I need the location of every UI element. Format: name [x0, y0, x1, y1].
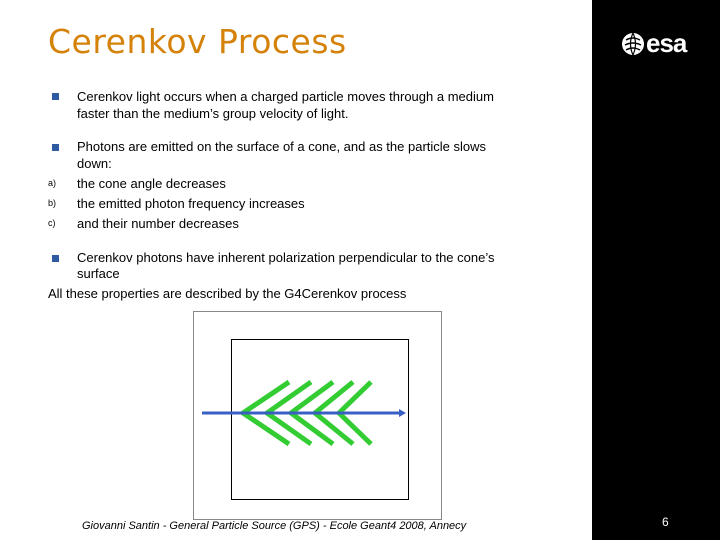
- page-number: 6: [662, 515, 669, 529]
- sub-item-text: the cone angle decreases: [77, 176, 226, 191]
- closing-text: All these properties are described by the G4Cerenkov process: [48, 286, 407, 301]
- bullet-marker: [52, 255, 59, 262]
- bullet-3-line-1: Cerenkov photons have inherent polarization perpendicular to the cone’s: [77, 250, 495, 265]
- cerenkov-diagram: [193, 311, 443, 521]
- slide-footer: Giovanni Santin - General Particle Source (GPS) - Ecole Geant4 2008, Annecy: [82, 520, 467, 532]
- sub-item-marker: c): [48, 218, 56, 228]
- right-sidebar: [592, 0, 720, 540]
- bullet-2-line-1: Photons are emitted on the surface of a cone, and as the particle slows: [77, 139, 487, 154]
- sub-item-marker: b): [48, 198, 57, 208]
- bullet-1-line-1: Cerenkov light occurs when a charged particle moves through a medium: [77, 89, 494, 104]
- bullet-3-line-2: surface: [77, 266, 120, 281]
- bullet-marker: [52, 144, 59, 151]
- sub-item-text: and their number decreases: [77, 216, 239, 231]
- esa-logo-text: esa: [646, 28, 687, 58]
- bullet-1-line-2: faster than the medium’s group velocity of light.: [77, 106, 349, 121]
- sub-item-marker: a): [48, 178, 57, 188]
- slide-title: Cerenkov Process: [48, 22, 347, 61]
- sub-item-text: the emitted photon frequency increases: [77, 196, 305, 211]
- bullet-2-line-2: down:: [77, 156, 112, 171]
- bullet-marker: [52, 93, 59, 100]
